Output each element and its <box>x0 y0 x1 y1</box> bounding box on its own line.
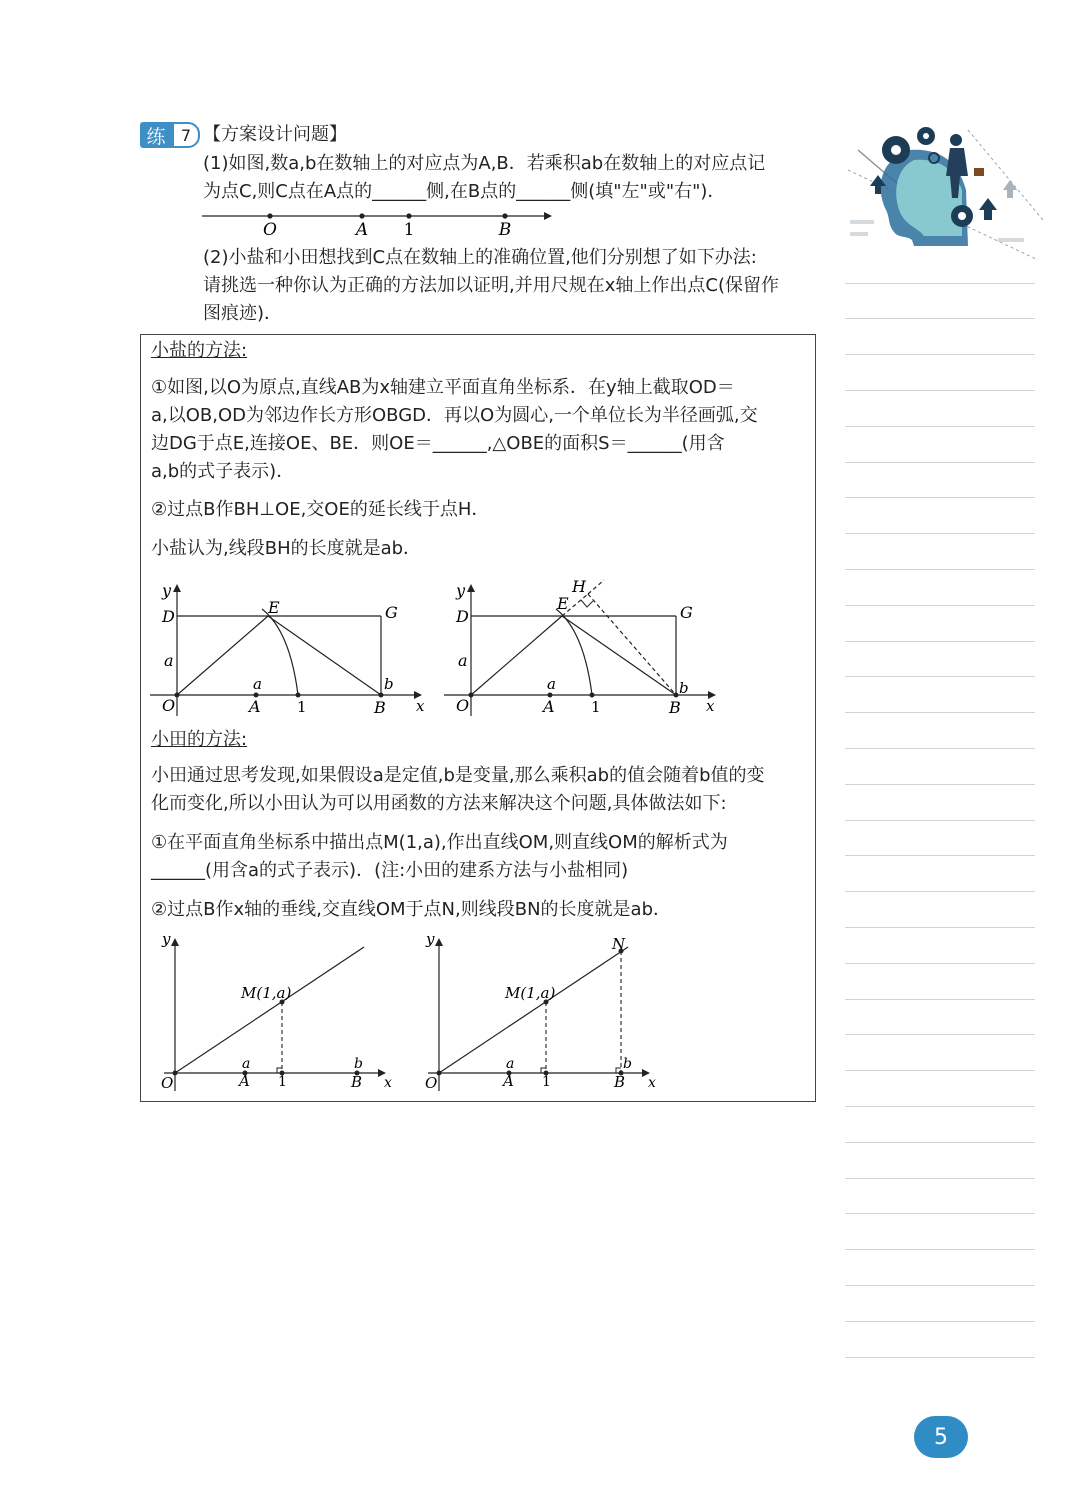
segment-EB <box>268 616 381 695</box>
number-line-arrow <box>544 212 552 220</box>
notes-rule-line <box>845 712 1035 713</box>
notes-rule-line <box>845 1357 1035 1358</box>
notes-rule-line <box>845 462 1035 463</box>
label-y: y <box>162 581 172 600</box>
segment-EB <box>562 616 676 695</box>
notes-rule-line <box>845 748 1035 749</box>
notes-rule-line <box>845 855 1035 856</box>
notes-rule-line <box>845 999 1035 1000</box>
label-a-point: a <box>547 675 556 693</box>
part2-line3: 图痕迹)． <box>203 303 283 324</box>
label-A: A <box>543 697 555 716</box>
notes-rule-line <box>845 283 1035 284</box>
notes-rule-line <box>845 318 1035 319</box>
notes-rule-line <box>845 497 1035 498</box>
xiaoyan-heading: 小盐的方法: <box>151 340 248 361</box>
label-b-point: b <box>623 1056 632 1072</box>
xiaoyan-step2: ②过点B作BH⊥OE,交OE的延长线于点H． <box>151 499 490 520</box>
label-B: B <box>614 1073 626 1091</box>
notes-rule-line <box>845 1178 1035 1179</box>
point-B <box>674 693 679 698</box>
xiaoyan-figure-1 <box>150 576 440 722</box>
part1-line2: 为点C,则C点在A点的______侧,在B点的______侧(填"左"或"右")． <box>203 181 726 202</box>
notes-rule-line <box>845 354 1035 355</box>
label-b-point: b <box>679 679 689 697</box>
notes-rule-line <box>845 1142 1035 1143</box>
part2-line1: (2)小盐和小田想找到C点在数轴上的准确位置,他们分别想了如下办法: <box>203 247 757 268</box>
notes-rule-line <box>845 605 1035 606</box>
notes-rule-line <box>845 426 1035 427</box>
label-a-side: a <box>164 651 174 670</box>
label-y: y <box>456 581 466 600</box>
xiaoyan-step1-line1: ①如图,以O为原点,直线AB为x轴建立平面直角坐标系．在y轴上截取OD＝ <box>151 377 735 398</box>
xiaoyan-step1-line3: 边DG于点E,连接OE、BE．则OE＝______,△OBE的面积S＝______(用含 <box>151 433 725 454</box>
notes-rule-line <box>845 927 1035 928</box>
part2-line2: 请挑选一种你认为正确的方法加以证明,并用尺规在x轴上作出点C(保留作 <box>203 275 779 296</box>
label-H: H <box>572 577 586 596</box>
point-1 <box>296 693 301 698</box>
point-O <box>469 693 474 698</box>
notes-rule-line <box>845 569 1035 570</box>
label-B: B <box>374 698 386 717</box>
label-x: x <box>706 697 715 715</box>
notes-rule-line <box>845 1321 1035 1322</box>
xiaotian-step1-line1: ①在平面直角坐标系中描出点M(1,a),作出直线OM,则直线OM的解析式为 <box>151 832 728 853</box>
number-line-figure <box>200 204 570 240</box>
xiaoyan-figure-2 <box>444 576 734 722</box>
label-O: O <box>456 696 470 715</box>
briefcase-icon <box>974 168 984 176</box>
businessman-head-icon <box>950 134 962 146</box>
segment-BH <box>588 594 676 695</box>
point-B-dot <box>502 213 507 218</box>
label-G: G <box>385 603 398 622</box>
xiaotian-intro-line2: 化而变化,所以小田认为可以用函数的方法来解决这个问题,具体做法如下: <box>151 793 727 814</box>
number-line-label-B: B <box>498 220 512 240</box>
xiaoyan-step1-line2: a,以OB,OD为邻边作长方形OBGD．再以O为圆心,一个单位长为半径画弧,交 <box>151 405 758 426</box>
label-a-point: a <box>253 675 262 693</box>
business-head-illustration <box>838 120 1048 280</box>
notes-rule-line <box>845 390 1035 391</box>
label-x: x <box>384 1075 392 1091</box>
label-a-point: a <box>506 1056 515 1072</box>
label-B: B <box>351 1073 363 1091</box>
label-E: E <box>557 594 569 613</box>
label-b-point: b <box>384 675 394 693</box>
point-1-dot <box>406 213 411 218</box>
notes-rule-line <box>845 1034 1035 1035</box>
xiaotian-intro-line1: 小田通过思考发现,如果假设a是定值,b是变量,那么乘积ab的值会随着b值的变 <box>151 765 765 786</box>
point-A-dot <box>359 213 364 218</box>
point-1 <box>590 693 595 698</box>
xiaotian-figure-1 <box>150 926 410 1096</box>
exercise-badge <box>140 122 200 148</box>
xiaotian-step2: ②过点B作x轴的垂线,交直线OM于点N,则线段BN的长度就是ab． <box>151 899 672 920</box>
label-B: B <box>669 698 681 717</box>
y-axis-arrow <box>435 938 443 946</box>
notes-rule-line <box>845 891 1035 892</box>
xiaotian-figure-2 <box>414 926 674 1096</box>
gear-lower-icon-hole <box>958 212 966 220</box>
arc-unit <box>556 609 592 695</box>
label-one: 1 <box>278 1074 287 1090</box>
y-axis-arrow <box>467 584 475 592</box>
line-OM <box>175 947 364 1073</box>
extension-beyond-H <box>588 580 604 594</box>
label-O: O <box>425 1074 438 1092</box>
label-A: A <box>503 1072 514 1090</box>
decor-bar-3 <box>998 238 1024 242</box>
label-D: D <box>456 607 469 626</box>
notes-rule-line <box>845 641 1035 642</box>
label-M: M(1,a) <box>241 984 292 1002</box>
xiaoyan-step1-line4: a,b的式子表示)． <box>151 461 295 482</box>
arrow-up-icon-3 <box>1003 180 1017 198</box>
label-a-side: a <box>458 651 468 670</box>
label-E: E <box>268 598 280 617</box>
label-b-point: b <box>354 1056 363 1072</box>
label-G: G <box>680 603 693 622</box>
y-axis-arrow <box>173 584 181 592</box>
gear-small-icon-hole <box>923 133 929 139</box>
line-OM <box>439 947 628 1073</box>
notes-rule-line <box>845 1249 1035 1250</box>
exercise-badge-label: 练 <box>140 122 172 148</box>
notes-rule-line <box>845 1070 1035 1071</box>
label-one: 1 <box>297 698 307 716</box>
notes-rule-line <box>845 1285 1035 1286</box>
exercise-title: 【方案设计问题】 <box>203 124 347 145</box>
xiaoyan-conclusion: 小盐认为,线段BH的长度就是ab． <box>151 538 422 559</box>
label-O: O <box>161 1074 174 1092</box>
notes-rule-line <box>845 1213 1035 1214</box>
page-number: 5 <box>914 1416 968 1458</box>
exercise-badge-number: 7 <box>172 122 200 148</box>
notes-rule-line <box>845 820 1035 821</box>
notes-rule-line <box>845 1106 1035 1107</box>
arc-unit <box>262 609 298 695</box>
label-O: O <box>162 696 176 715</box>
label-x: x <box>416 697 425 715</box>
label-y: y <box>426 930 435 948</box>
right-angle-H <box>581 600 593 607</box>
notes-rule-line <box>845 676 1035 677</box>
decor-bar-1 <box>850 220 874 224</box>
label-N: N <box>612 935 626 953</box>
part1-line1: (1)如图,数a,b在数轴上的对应点为A,B．若乘积ab在数轴上的对应点记 <box>203 153 766 174</box>
decor-bar-2 <box>850 232 868 236</box>
label-M: M(1,a) <box>505 984 556 1002</box>
notes-rule-line <box>845 784 1035 785</box>
point-B <box>379 693 384 698</box>
label-a-point: a <box>242 1056 251 1072</box>
gear-icon-hole <box>891 145 901 155</box>
label-one: 1 <box>542 1074 551 1090</box>
arrow-up-icon-2 <box>979 198 997 220</box>
label-A: A <box>239 1072 250 1090</box>
label-A: A <box>249 697 261 716</box>
point-O <box>175 693 180 698</box>
label-one: 1 <box>591 698 601 716</box>
xiaotian-step1-line2: ______(用含a的式子表示)．(注:小田的建系方法与小盐相同) <box>151 860 629 881</box>
number-line-label-A: A <box>355 220 369 240</box>
number-line-label-O: O <box>263 220 277 240</box>
notes-rule-line <box>845 963 1035 964</box>
label-y: y <box>162 930 171 948</box>
point-O-dot <box>267 213 272 218</box>
xiaotian-heading: 小田的方法: <box>151 729 248 750</box>
notes-rule-line <box>845 533 1035 534</box>
label-x: x <box>648 1075 656 1091</box>
y-axis-arrow <box>171 938 179 946</box>
label-D: D <box>162 607 175 626</box>
number-line-label-1: 1 <box>403 220 415 240</box>
